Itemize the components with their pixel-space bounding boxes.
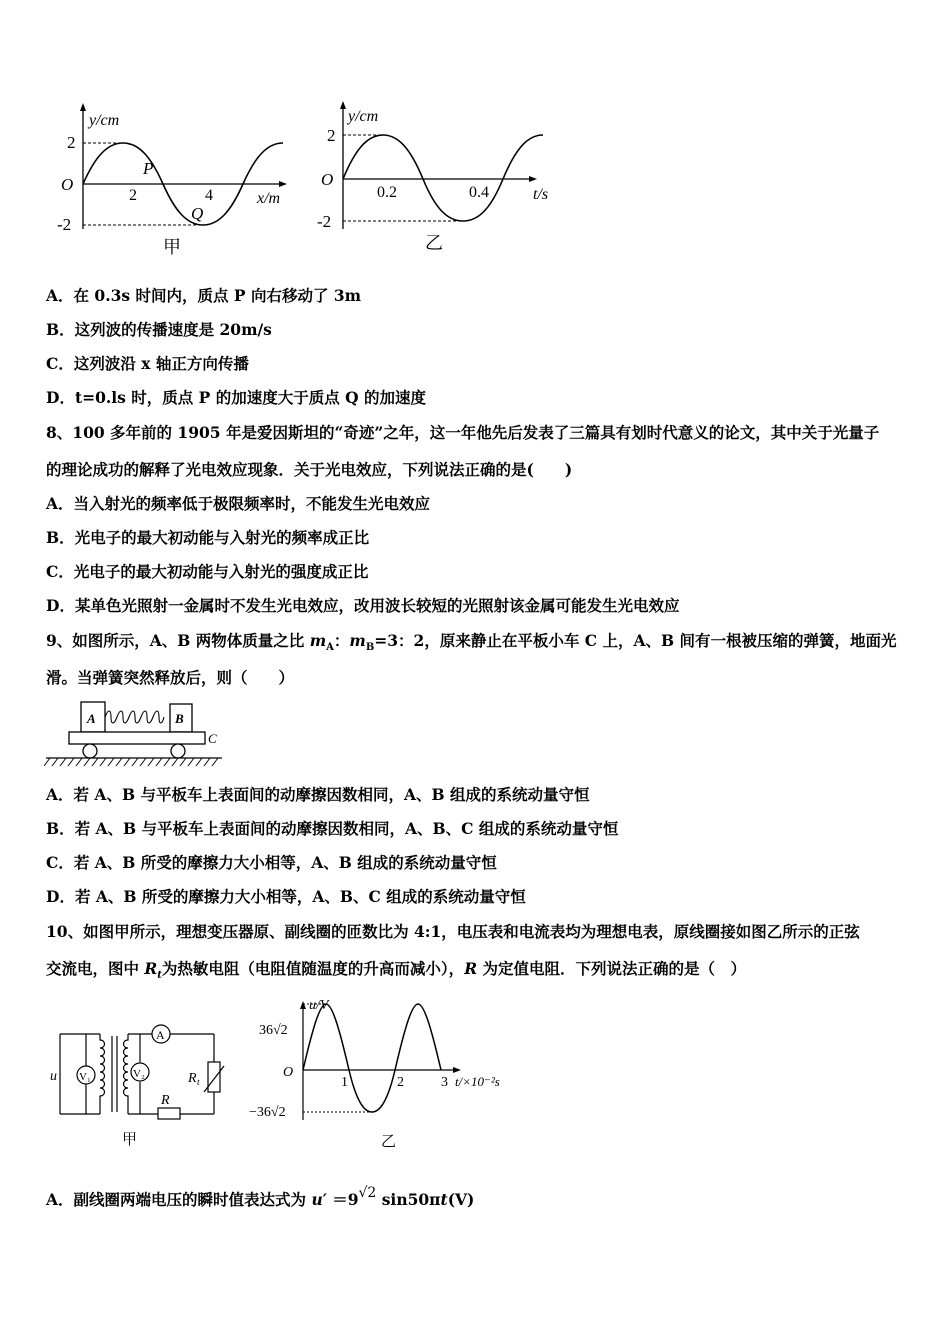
yi-origin: O — [321, 170, 334, 189]
q8-option-b: B．光电子的最大初动能与入射光的频率成正比 — [46, 528, 370, 547]
q9-option-a: A．若 A、B 与平板车上表面间的动摩擦因数相同，A、B 组成的系统动量守恒 — [46, 785, 590, 804]
rt-sub: t — [197, 1077, 200, 1087]
q7-figure — [55, 95, 555, 260]
q7-option-c: C．这列波沿 x 轴正方向传播 — [46, 354, 249, 373]
q10-stem-line1: 10、如图甲所示，理想变压器原、副线圈的匝数比为 4:1，电压表和电流表均为理想电表，原线圈接如图乙所示的正弦 — [46, 922, 860, 941]
q9-cart-figure — [44, 696, 224, 770]
jia-P: P — [143, 159, 154, 178]
q9-option-b: B．若 A、B 与平板车上表面间的动摩擦因数相同，A、B、C 组成的系统动量守恒 — [46, 819, 619, 838]
q9-option-d: D．若 A、B 所受的摩擦力大小相等，A、B、C 组成的系统动量守恒 — [46, 887, 526, 906]
q8-stem-line2: 的理论成功的解释了光电效应现象．关于光电效应，下列说法正确的是( ) — [46, 460, 573, 479]
yi-caption: 乙 — [425, 233, 443, 253]
graph-xlabel: t/×10⁻²s — [455, 1074, 500, 1089]
jia-origin: O — [61, 175, 74, 194]
block-a-label: A — [87, 711, 96, 726]
yi-ylabel: y/cm — [348, 108, 379, 125]
q8-option-c: C．光电子的最大初动能与入射光的强度成正比 — [46, 562, 369, 581]
graph-t3: 3 — [441, 1075, 448, 1090]
q7-option-a: A．在 0.3s 时间内，质点 P 向右移动了 3m — [46, 286, 362, 305]
jia-Q: Q — [191, 204, 204, 223]
graph-origin: O — [283, 1065, 294, 1080]
q7-option-d: D．t=0.ls 时，质点 P 的加速度大于质点 Q 的加速度 — [46, 388, 427, 407]
q10-circuit-figure — [48, 1022, 228, 1152]
graph-t2: 2 — [397, 1075, 404, 1090]
q8-stem-line1: 8、100 多年前的 1905 年是爱因斯坦的“奇迹”之年，这一年他先后发表了三篇具有划时代意义的论文，其中关于光量子 — [46, 423, 880, 442]
q8-option-a: A．当入射光的频率低于极限频率时，不能发生光电效应 — [46, 494, 431, 513]
graph-t1: 1 — [341, 1075, 348, 1090]
rt-label: R — [188, 1071, 197, 1086]
q10-voltage-graph — [245, 996, 535, 1156]
yi-yneg: -2 — [317, 212, 332, 231]
graph-ypos: 36√2 — [259, 1023, 288, 1038]
q10-stem-line2: 交流电，图中 $R_t$为热敏电阻（电阻值随温度的升高而减小），R 为定值电阻．下列说法正确的是（ ） — [46, 959, 746, 982]
q7-option-b: B．这列波的传播速度是 20m/s — [46, 320, 272, 339]
yi-xlabel: t/s — [533, 186, 549, 203]
q9-stem-line2: 滑。当弹簧突然释放后，则（ ） — [46, 668, 295, 687]
jia-xlabel: x/m — [257, 190, 281, 207]
cart-c-label: C — [208, 731, 217, 746]
block-b-label: B — [175, 711, 184, 726]
q9-stem-line1: 9、如图所示，A、B 两物体质量之比 $m_A$：$m_B=3$：2，原来静止在平板小车 C 上，A、B 间有一根被压缩的弹簧，地面光 — [46, 631, 897, 654]
jia-tick2: 2 — [129, 187, 137, 204]
jia-caption: 甲 — [163, 237, 181, 257]
jia-ylabel: y/cm — [89, 112, 120, 129]
graph-ylabel: u/V — [309, 998, 329, 1013]
spring — [105, 711, 164, 723]
u-label: u — [50, 1069, 57, 1084]
yi-tick1: 0.2 — [377, 184, 397, 201]
voltage-wave — [303, 1004, 441, 1112]
circuit-caption: 甲 — [122, 1132, 138, 1148]
r-label: R — [161, 1093, 170, 1108]
wave-yi — [343, 135, 543, 221]
q9-option-c: C．若 A、B 所受的摩擦力大小相等，A、B 组成的系统动量守恒 — [46, 853, 497, 872]
graph-yi — [317, 101, 548, 253]
yi-ypos: 2 — [327, 126, 336, 145]
jia-yneg: -2 — [57, 215, 72, 234]
ammeter-label: A — [156, 1028, 165, 1042]
v1-label: V₁ — [79, 1071, 91, 1083]
yi-tick2: 0.4 — [469, 184, 489, 201]
graph-jia — [57, 103, 287, 257]
jia-tick4: 4 — [205, 187, 213, 204]
q10-option-a: A．副线圈两端电压的瞬时值表达式为 u′ ＝9√2 sin50πt(V) — [46, 1185, 475, 1209]
graph-yneg: −36√2 — [249, 1105, 286, 1120]
q8-option-d: D．某单色光照射一金属时不发生光电效应，改用波长较短的光照射该金属可能发生光电效应 — [46, 596, 680, 615]
jia-ypos: 2 — [67, 133, 76, 152]
graph-caption: 乙 — [381, 1134, 397, 1150]
v2-label: V₂ — [133, 1068, 145, 1080]
